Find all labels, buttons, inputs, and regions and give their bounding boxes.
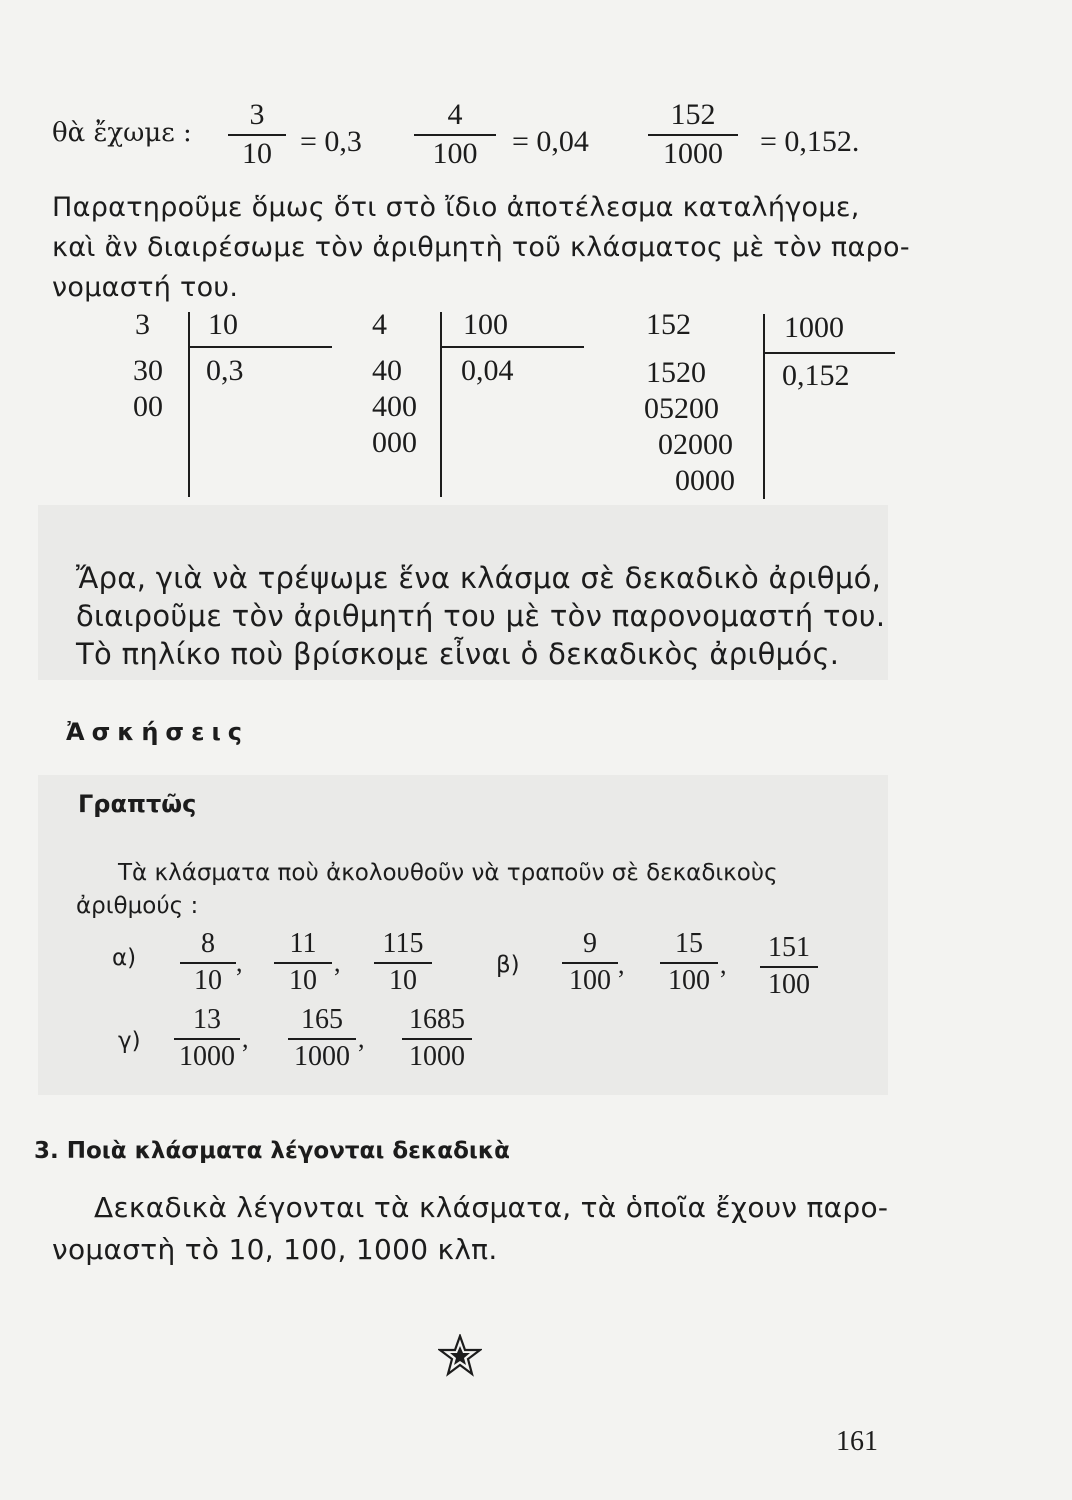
paragraph-1-line-2: καὶ ἂν διαιρέσωμε τὸν ἀριθμητὴ τοῦ κλάσματος μὲ τὸν παρο- xyxy=(52,232,910,263)
exercise-b-fraction-1-denominator: 100 xyxy=(569,965,611,996)
fraction-bar xyxy=(760,966,818,968)
division-2-vertical-rule xyxy=(440,312,442,497)
exercise-group-a-label: α) xyxy=(112,945,137,971)
division-1-vertical-rule xyxy=(188,312,190,497)
section-3-line-1: Δεκαδικὰ λέγονται τὰ κλάσματα, τὰ ὁποῖα ἔχουν παρο- xyxy=(94,1191,889,1224)
exercise-a-fraction-3 xyxy=(374,930,432,995)
division-2-dividend: 4 xyxy=(372,308,387,341)
exercise-b-fraction-2-numerator: 15 xyxy=(675,928,703,959)
intro-fraction-1-numerator: 3 xyxy=(249,98,265,131)
division-2-divisor: 100 xyxy=(463,308,508,341)
fraction-bar xyxy=(180,962,236,964)
exercise-b-comma-1: , xyxy=(618,950,625,979)
exercise-b-fraction-2-denominator: 100 xyxy=(668,965,710,996)
division-3-vertical-rule xyxy=(763,314,765,499)
division-3-step-1: 1520 xyxy=(646,356,706,389)
division-1-horizontal-rule xyxy=(190,346,332,348)
exercise-b-fraction-1 xyxy=(562,930,618,995)
exercise-a-comma-2: , xyxy=(334,948,341,977)
fraction-bar xyxy=(648,134,738,136)
division-3-quotient: 0,152 xyxy=(782,359,850,392)
exercise-c-comma-1: , xyxy=(242,1024,249,1053)
exercises-heading: Ἀσκήσεις xyxy=(66,718,250,746)
exercise-c-fraction-2 xyxy=(288,1006,356,1071)
division-2-horizontal-rule xyxy=(442,346,584,348)
exercise-b-fraction-3 xyxy=(760,934,818,999)
exercise-a-fraction-3-denominator: 10 xyxy=(389,965,417,996)
exercise-a-fraction-2 xyxy=(274,930,332,995)
rule-line-3: Τὸ πηλίκο ποὺ βρίσκομε εἶναι ὁ δεκαδικὸς ἀριθμός. xyxy=(76,637,840,671)
intro-label: θὰ ἔχωμε : xyxy=(52,118,192,148)
exercise-c-fraction-3-denominator: 1000 xyxy=(409,1041,465,1072)
fraction-bar xyxy=(228,134,286,136)
exercise-a-fraction-2-numerator: 11 xyxy=(289,928,317,959)
exercise-a-fraction-2-denominator: 10 xyxy=(289,965,317,996)
division-2-quotient: 0,04 xyxy=(461,354,514,387)
division-3-horizontal-rule xyxy=(765,352,895,354)
intro-fraction-2-numerator: 4 xyxy=(447,98,463,131)
exercise-b-fraction-3-numerator: 151 xyxy=(768,932,810,963)
exercise-c-fraction-1-numerator: 13 xyxy=(193,1004,221,1035)
paragraph-1-line-3: νομαστή του. xyxy=(52,272,239,303)
fraction-bar xyxy=(402,1038,472,1040)
intro-result-2: = 0,04 xyxy=(512,125,589,158)
exercises-subheading: Γραπτῶς xyxy=(78,790,197,818)
division-3-dividend: 152 xyxy=(646,308,691,341)
intro-fraction-2-denominator: 100 xyxy=(432,137,478,170)
exercises-prompt-line-1: Τὰ κλάσματα ποὺ ἀκολουθοῦν νὰ τραποῦν σὲ δεκαδικοὺς xyxy=(118,860,778,886)
fraction-bar xyxy=(660,962,718,964)
exercise-c-fraction-1-denominator: 1000 xyxy=(179,1041,235,1072)
exercise-c-fraction-2-denominator: 1000 xyxy=(294,1041,350,1072)
intro-fraction-3 xyxy=(648,100,738,169)
star-ornament-icon xyxy=(438,1334,482,1378)
page-number: 161 xyxy=(836,1426,878,1457)
intro-result-1: = 0,3 xyxy=(300,125,362,158)
division-3-divisor: 1000 xyxy=(784,311,844,344)
exercise-group-c-label: γ) xyxy=(118,1028,141,1054)
rule-line-2: διαιροῦμε τὸν ἀριθμητή του μὲ τὸν παρονομαστή του. xyxy=(76,599,886,633)
division-3-step-3: 02000 xyxy=(658,428,733,461)
exercise-b-fraction-1-numerator: 9 xyxy=(583,928,597,959)
intro-fraction-3-denominator: 1000 xyxy=(663,137,723,170)
intro-fraction-3-numerator: 152 xyxy=(670,98,716,131)
division-3-step-2: 05200 xyxy=(644,392,719,425)
exercise-c-comma-2: , xyxy=(358,1024,365,1053)
fraction-bar xyxy=(414,134,496,136)
exercise-c-fraction-1 xyxy=(174,1006,240,1071)
division-1-step-1: 30 xyxy=(133,354,163,387)
rule-line-1: Ἄρα, γιὰ νὰ τρέψωμε ἕνα κλάσμα σὲ δεκαδικὸ ἀριθμό, xyxy=(76,561,882,595)
exercise-c-fraction-3-numerator: 1685 xyxy=(409,1004,465,1035)
exercise-a-fraction-1 xyxy=(180,930,236,995)
fraction-bar xyxy=(288,1038,356,1040)
exercise-b-fraction-3-denominator: 100 xyxy=(768,969,810,1000)
intro-fraction-1-denominator: 10 xyxy=(242,137,272,170)
paragraph-1-line-1: Παρατηροῦμε ὅμως ὅτι στὸ ἴδιο ἀποτέλεσμα καταλήγομε, xyxy=(52,192,860,223)
exercises-prompt-line-2: ἀριθμούς : xyxy=(76,893,199,919)
intro-fraction-2 xyxy=(414,100,496,169)
exercise-a-fraction-1-denominator: 10 xyxy=(194,965,222,996)
division-3-step-4: 0000 xyxy=(675,464,735,497)
exercise-b-fraction-2 xyxy=(660,930,718,995)
intro-fraction-1 xyxy=(228,100,286,169)
exercise-a-fraction-3-numerator: 115 xyxy=(382,928,424,959)
intro-result-3: = 0,152. xyxy=(760,125,860,158)
exercise-b-comma-2: , xyxy=(720,950,727,979)
fraction-bar xyxy=(174,1038,240,1040)
fraction-bar xyxy=(374,962,432,964)
division-1-step-2: 00 xyxy=(133,390,163,423)
exercise-a-fraction-1-numerator: 8 xyxy=(201,928,215,959)
division-1-quotient: 0,3 xyxy=(206,354,244,387)
division-2-step-1: 40 xyxy=(372,354,402,387)
exercise-c-fraction-3 xyxy=(402,1006,472,1071)
division-1-dividend: 3 xyxy=(135,308,150,341)
section-3-line-2: νομαστὴ τὸ 10, 100, 1000 κλπ. xyxy=(52,1233,498,1266)
fraction-bar xyxy=(274,962,332,964)
exercise-group-b-label: β) xyxy=(496,952,520,978)
fraction-bar xyxy=(562,962,618,964)
section-3-heading: 3. Ποιὰ κλάσματα λέγονται δεκαδικὰ xyxy=(34,1138,510,1164)
exercise-c-fraction-2-numerator: 165 xyxy=(301,1004,343,1035)
division-2-step-2: 400 xyxy=(372,390,417,423)
division-2-step-3: 000 xyxy=(372,426,417,459)
division-1-divisor: 10 xyxy=(208,308,238,341)
exercise-a-comma-1: , xyxy=(236,948,243,977)
